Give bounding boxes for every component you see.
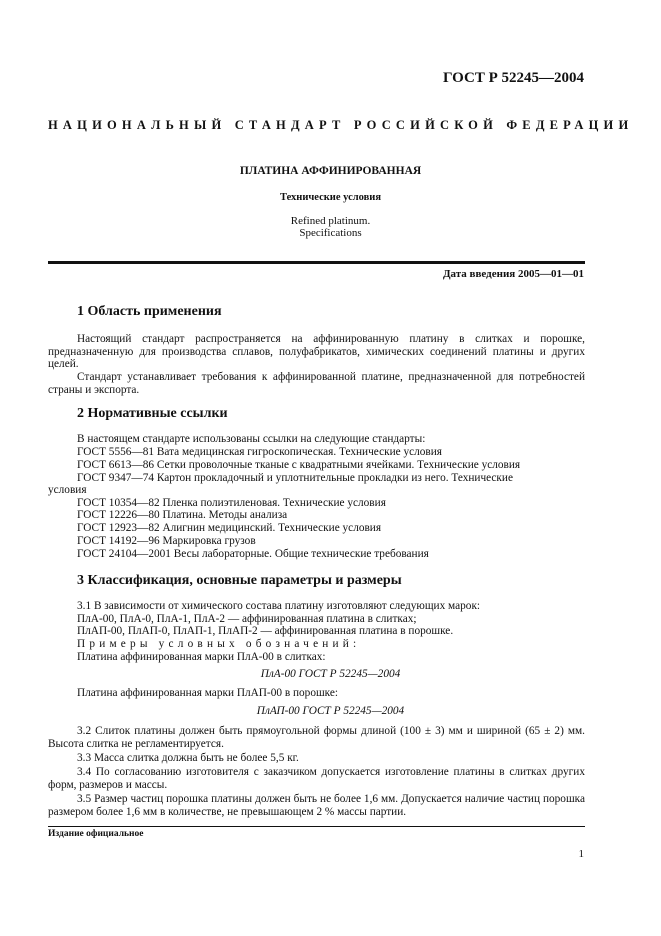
english-title-line-2: Specifications	[299, 227, 362, 239]
effective-date: Дата введения 2005—01—01	[442, 268, 584, 280]
clause-3-4: 3.4 По согласованию изготовителя с заказчиком допускается изготовление платины в слитках других форм, размеров и массы.	[48, 766, 585, 791]
national-standard-banner: НАЦИОНАЛЬНЫЙ СТАНДАРТ РОССИЙСКОЙ ФЕДЕРАЦИИ	[48, 118, 634, 132]
page-number: 1	[578, 848, 584, 860]
header-divider	[48, 261, 585, 264]
footer-divider	[48, 826, 585, 827]
reference-3-continuation: условия	[48, 484, 87, 496]
example-1-designation: ПлА-00 ГОСТ Р 52245—2004	[260, 668, 401, 680]
english-title	[0, 215, 661, 239]
clause-3-5: 3.5 Размер частиц порошка платины должен быть не более 1,6 мм. Допускается наличие частиц порошка размером более 1,6 мм в количестве, не превышающем 2 % массы партии.	[48, 793, 585, 818]
english-title-line-1: Refined platinum.	[290, 215, 371, 227]
reference-5: ГОСТ 12226—80 Платина. Методы анализа	[77, 509, 288, 521]
clause-3-2: 3.2 Слиток платины должен быть прямоугольной формы длиной (100 ± 3) мм и шириной (65 ± 2) мм. Высота слитка не регламентируется.	[48, 725, 585, 750]
official-edition-note: Издание официальное	[48, 829, 144, 839]
clause-3-1: 3.1 В зависимости от химического состава платину изготовляют следующих марок:	[77, 600, 481, 612]
reference-2: ГОСТ 6613—86 Сетки проволочные тканые с квадратными ячейками. Технические условия	[77, 459, 521, 471]
example-2-caption: Платина аффинированная марки ПлАП-00 в порошке:	[77, 687, 339, 699]
reference-4: ГОСТ 10354—82 Пленка полиэтиленовая. Технические условия	[77, 497, 386, 509]
powder-grades: ПлАП-00, ПлАП-0, ПлАП-1, ПлАП-2 — аффинированная платина в порошке.	[77, 625, 454, 637]
clause-3-3: 3.3 Масса слитка должна быть не более 5,5 кг.	[77, 752, 299, 764]
document-subtitle: Технические условия	[279, 192, 382, 203]
section-1-paragraph-2: Стандарт устанавливает требования к аффинированной платине, предназначенной для потребностей страны и экспорта.	[48, 371, 585, 396]
ingot-grades: ПлА-00, ПлА-0, ПлА-1, ПлА-2 — аффинированная платина в слитках;	[77, 613, 417, 625]
reference-7: ГОСТ 14192—96 Маркировка грузов	[77, 535, 256, 547]
section-2-heading: 2 Нормативные ссылки	[77, 406, 228, 421]
reference-8: ГОСТ 24104—2001 Весы лабораторные. Общие технические требования	[77, 548, 429, 560]
reference-1: ГОСТ 5556—81 Вата медицинская гигроскопическая. Технические условия	[77, 446, 442, 458]
section-1-paragraph-1: Настоящий стандарт распространяется на аффинированную платину в слитках и порошке, предназначенную для производства сплавов, полуфабрикатов, химических соединений платины и других целей.	[48, 333, 585, 371]
references-intro: В настоящем стандарте использованы ссылки на следующие стандарты:	[77, 433, 426, 445]
reference-6: ГОСТ 12923—82 Алигнин медицинский. Технические условия	[77, 522, 382, 534]
reference-3: ГОСТ 9347—74 Картон прокладочный и уплотнительные прокладки из него. Технические	[77, 472, 513, 484]
document-number: ГОСТ Р 52245—2004	[442, 70, 584, 86]
document-title: ПЛАТИНА АФФИНИРОВАННАЯ	[239, 165, 422, 177]
example-2-designation: ПлАП-00 ГОСТ Р 52245—2004	[256, 705, 405, 717]
example-1-caption: Платина аффинированная марки ПлА-00 в слитках:	[77, 651, 326, 663]
examples-heading: Примеры условных обозначений:	[77, 638, 361, 650]
section-1-heading: 1 Область применения	[77, 304, 222, 319]
section-3-heading: 3 Классификация, основные параметры и размеры	[77, 573, 402, 588]
